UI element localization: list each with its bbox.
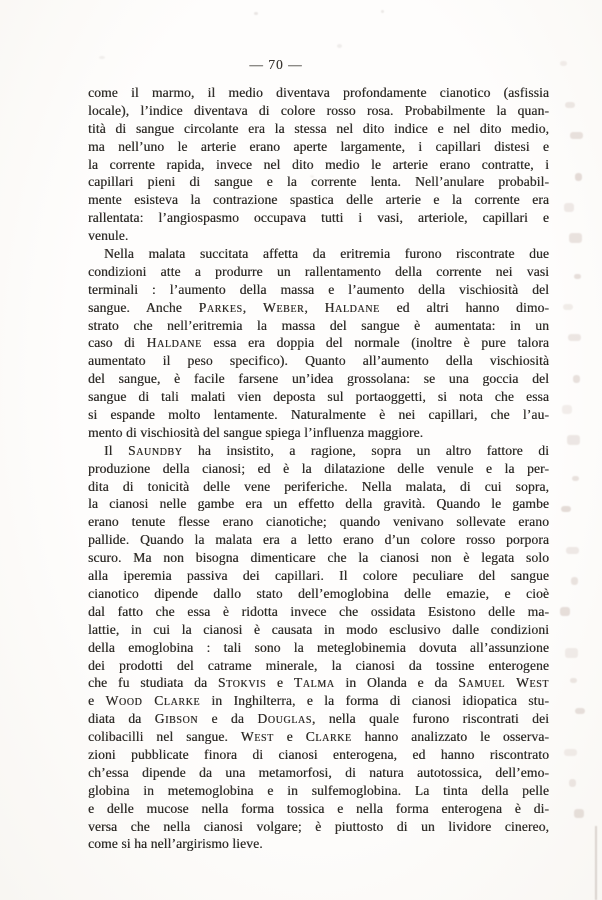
- scan-artifact: [254, 12, 258, 15]
- text-line: zioni pubblicate finora di cianosi enterogena, ed hanno riscontrato: [88, 746, 549, 762]
- text-line: strato che nell’eritremia la massa del sangue è aumentata: in un: [88, 317, 549, 333]
- person-name: Stokvis: [217, 675, 267, 691]
- scan-artifact: [381, 10, 384, 13]
- scan-artifact: [560, 607, 570, 616]
- text-line: la cianosi nelle gambe era un effetto della gravità. Quando le gambe: [88, 496, 549, 512]
- person-name: Saundby: [127, 442, 183, 458]
- person-name: West: [240, 729, 274, 745]
- person-name: Weber: [262, 299, 305, 315]
- scan-artifact: [567, 435, 580, 445]
- scan-artifact: [565, 648, 578, 658]
- text-line: condizioni atte a produrre un rallentamento della corrente nei vasi: [88, 263, 549, 279]
- text-line: sangue di tali malati vien deposta sul portaoggetti, si nota che essa: [88, 389, 549, 405]
- scan-artifact: [572, 476, 579, 481]
- scan-artifact: [568, 334, 581, 341]
- text-block: [88, 84, 549, 853]
- paragraph: [88, 442, 549, 853]
- scan-artifact: [595, 826, 597, 900]
- person-name: Haldane: [146, 335, 202, 351]
- text-line: che fu studiata da Stokvis e Talma in Olanda e da Samuel West: [88, 675, 549, 691]
- text-line: Il Saundby ha insistito, a ragione, sopra un altro fattore di: [104, 442, 549, 458]
- text-line: capillari pieni di sangue e la corrente lenta. Nell’anulare probabil-: [88, 174, 549, 190]
- scan-artifact: [569, 779, 576, 787]
- text-line: e Wood Clarke in Inghilterra, e la forma di cianosi idiopatica stu-: [88, 693, 549, 709]
- text-line: caso di Haldane essa era doppia del normale (inoltre è pure talora: [88, 335, 550, 351]
- text-line: della emoglobina : tali sono la meteglobinemia dovuta all’assunzione: [88, 639, 549, 655]
- scan-artifact: [562, 405, 572, 414]
- text-line: erano tenute flesse erano cianotiche; quando venivano sollevate erano: [88, 514, 549, 530]
- text-line: Nella malata succitata affetta da eritremia furono riscontrate due: [104, 246, 549, 262]
- scan-artifact: [570, 678, 577, 683]
- text-line: dei prodotti del catrame minerale, la cianosi da tossine enterogene: [88, 657, 549, 673]
- scan-artifact: [564, 203, 574, 212]
- text-line: venule.: [88, 228, 129, 244]
- person-name: Haldane: [324, 299, 380, 315]
- text-line: diata da Gibson e da Douglas, nella quale furono riscontrati dei: [88, 711, 549, 727]
- scan-artifact: [563, 304, 573, 310]
- text-line: tità di sangue circolante era la stessa nel dito indice e nel dito medio,: [88, 120, 549, 136]
- text-line: aumentato il peso specifico). Quanto all’aumento della vischiosità: [88, 353, 549, 369]
- text-line: cianotico dipende dallo stato dell’emoglobina delle emazie, e cioè: [88, 585, 549, 601]
- text-line: dal fatto che essa è ridotta invece che ossidata Esistono delle ma-: [88, 603, 549, 619]
- scan-artifact: [569, 233, 582, 243]
- person-name: Talma: [293, 675, 335, 691]
- text-line: locale), l’indice diventava di colore rosso rosa. Probabilmente la quan-: [88, 102, 549, 118]
- paragraph: [88, 245, 549, 442]
- text-line: produzione della cianosi; ed è la dilatazione delle venule e la per-: [88, 460, 549, 476]
- text-line: versa che nella cianosi volgare; è piuttosto di un lividore cinereo,: [88, 818, 549, 834]
- person-name: Douglas: [257, 711, 312, 727]
- text-line: mento di vischiosità del sangue spiega l’influenza maggiore.: [88, 424, 424, 440]
- text-line: pallide. Quando la malata era a letto erano d’un colore rosso porpora: [88, 532, 549, 548]
- scan-artifact: [570, 132, 583, 139]
- text-line: e delle mucose nella forma tossica e nella forma enterogena è di-: [88, 800, 549, 816]
- scan-artifact: [565, 102, 575, 108]
- paragraph: [88, 84, 549, 245]
- text-line: sangue. Anche Parkes, Weber, Haldane ed altri hanno dimo-: [88, 299, 550, 315]
- scan-artifact: [561, 506, 571, 512]
- scan-artifact: [573, 375, 580, 383]
- scan-artifact: [574, 809, 584, 818]
- text-line: mente esisteva la contrazione spastica delle arterie e la corrente era: [88, 192, 549, 208]
- scan-artifact: [337, 44, 342, 48]
- text-line: la corrente rapida, invece nel dito medio le arterie erano contratte, i: [88, 156, 549, 172]
- text-line: rallentata: l’angiospasmo occupava tutti i vasi, arteriole, capillari e: [88, 210, 549, 226]
- scan-artifact: [574, 274, 581, 279]
- scan-artifact: [566, 547, 579, 554]
- text-line: del sangue, è facile farsene un’idea grossolana: se una goccia del: [88, 371, 549, 387]
- text-line: lattie, in cui la cianosi è causata in modo esclusivo dalle condizioni: [88, 621, 549, 637]
- text-line: globina in metemoglobina e in sulfemoglobina. La tinta della pelle: [88, 782, 549, 798]
- text-line: ch’essa dipende da una metamorfosi, di natura autotossica, dell’emo-: [88, 764, 549, 780]
- person-name: Gibson: [154, 711, 199, 727]
- text-line: ma nell’uno le arterie erano aperte largamente, i capillari distesi e: [88, 138, 549, 154]
- text-line: alla iperemia passiva dei capillari. Il colore peculiare del sangue: [88, 568, 549, 584]
- text-line: come il marmo, il medio diventava profondamente cianotico (asfissia: [88, 85, 549, 100]
- scan-artifact: [564, 749, 577, 756]
- page-number: — 70 —: [249, 57, 303, 72]
- text-line: colibacilli nel sangue. West e Clarke hanno analizzato le osserva-: [88, 729, 549, 745]
- person-name: Wood Clarke: [105, 693, 201, 709]
- scan-artifact: [575, 708, 585, 714]
- person-name: Clarke: [305, 729, 352, 745]
- text-line: si espande molto lentamente. Naturalmente è nei capillari, che l’au-: [88, 407, 549, 423]
- text-line: terminali : l’aumento della massa e l’aumento della vischiosità del: [88, 281, 549, 297]
- scan-artifact: [571, 577, 578, 585]
- text-line: dita di tonicità delle vene periferiche. Nella malata, di cui sopra,: [88, 478, 549, 494]
- text-line: scuro. Ma non bisogna dimenticare che la cianosi non è legata solo: [88, 550, 549, 566]
- text-line: come si ha nell’argirismo lieve.: [88, 836, 263, 852]
- person-name: Samuel West: [458, 675, 549, 691]
- person-name: Parkes: [198, 299, 243, 315]
- scan-artifact: [575, 173, 582, 181]
